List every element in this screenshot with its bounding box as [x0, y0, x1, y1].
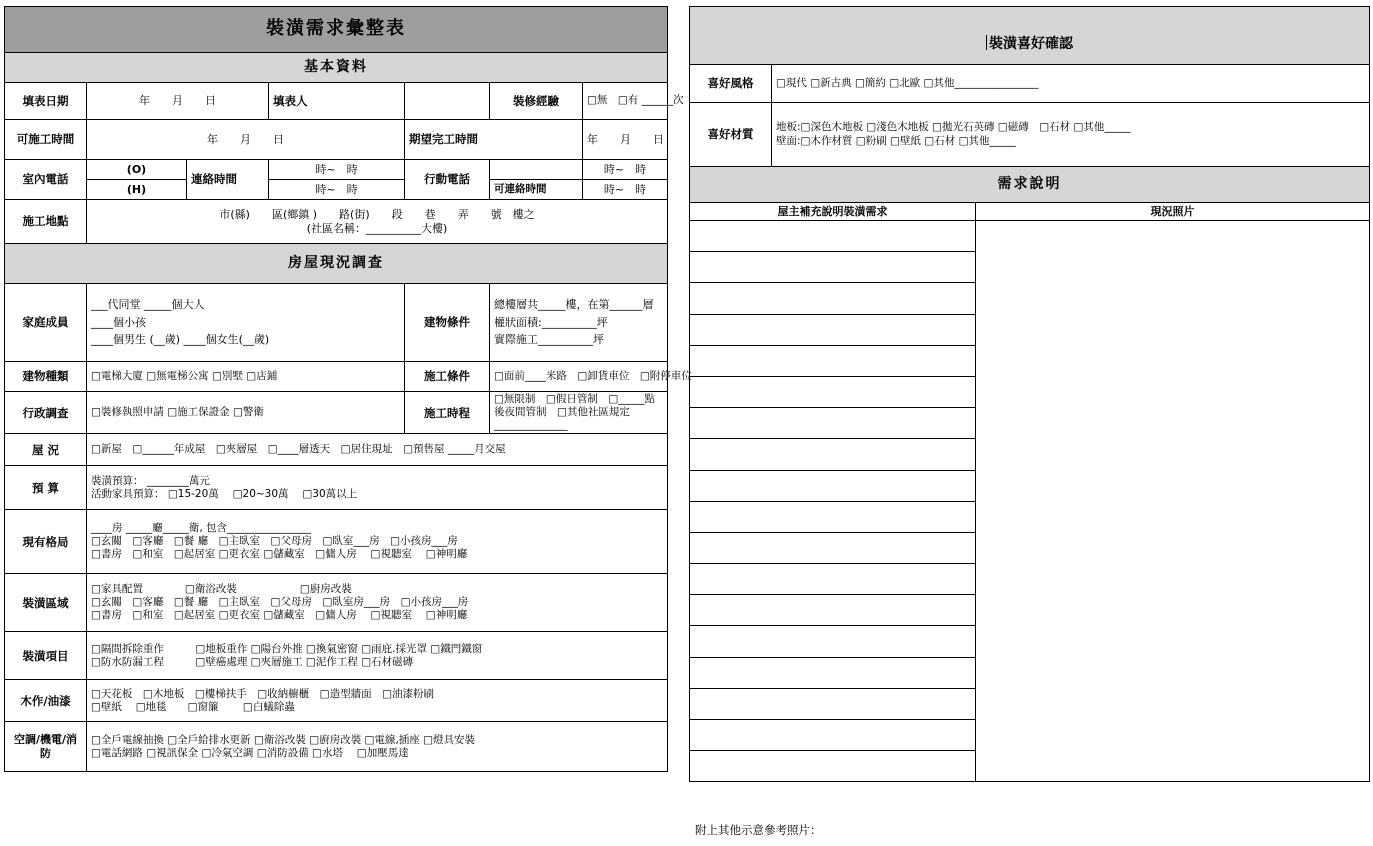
text-cursor [986, 35, 987, 50]
notes-line[interactable] [690, 532, 976, 563]
wood-paint-field[interactable]: □天花板 □木地板 □樓梯扶手 □收納櫥櫃 □造型牆面 □油漆粉刷 □壁紙 □地毯 □窗簾 □白蟻除蟲 [87, 680, 668, 722]
col-notes-header: 屋主補充說明裝潢需求 [690, 203, 976, 221]
notes-line[interactable] [690, 314, 976, 345]
style-field[interactable]: □現代 □新古典 □簡約 □北歐 □其他________________ [772, 65, 1370, 103]
layout-field[interactable]: ____房 _____廳_____衛, 包含________________ □玄關 □客廳 □餐 廳 □主臥室 □父母房 □臥室___房 □小孩房___房 □書房 □和室 □起居室 □更衣室 □儲藏室 □傭人房 □視聽室 □神明廳 [87, 510, 668, 574]
area-label: 裝潢區域 [5, 574, 87, 632]
start-time-label: 可施工時間 [5, 120, 87, 160]
fill-date-label: 填表日期 [5, 83, 87, 120]
material-label: 喜好材質 [690, 103, 772, 167]
mobile-contact-label: 可連絡時間 [494, 183, 547, 196]
items-label: 裝潢項目 [5, 632, 87, 680]
layout-label: 現有格局 [5, 510, 87, 574]
fill-date-field[interactable]: 年 月 日 [87, 83, 269, 120]
pref-title-cell [690, 7, 1370, 65]
budget-label: 預 算 [5, 466, 87, 510]
photos-area[interactable] [976, 221, 1370, 782]
notes-line[interactable] [690, 252, 976, 283]
need-title: 需求說明 [690, 167, 1370, 203]
filler-field[interactable] [405, 83, 490, 120]
basic-info-title: 基本資料 [5, 53, 668, 83]
style-label: 喜好風格 [690, 65, 772, 103]
mobile-time-1-text: 時~ 時 [603, 162, 647, 176]
house-survey-title: 房屋現況調查 [5, 244, 668, 284]
building-field[interactable]: 總樓層共_____樓，在第______層 權狀面積:__________坪 實際施工__________坪 [490, 284, 668, 362]
finish-time-label: 期望完工時間 [405, 120, 583, 160]
filler-label-text: 填表人 [273, 93, 308, 108]
site-line-2: (社區名稱：__________大樓) [306, 221, 448, 235]
notes-line[interactable] [690, 470, 976, 501]
filler-label [269, 83, 405, 120]
mobile-field-1[interactable] [490, 160, 583, 180]
site-field[interactable] [87, 200, 668, 244]
material-field[interactable]: 地板:□深色木地板 □淺色木地板 □拋光石英磚 □磁磚 □石材 □其他_____ 壁面:□木作材質 □粉刷 □壁紙 □石材 □其他_____ [772, 103, 1370, 167]
wood-paint-label: 木作/油漆 [5, 680, 87, 722]
experience-label: 裝修經驗 [490, 83, 583, 120]
contact-time-label: 連絡時間 [187, 160, 269, 200]
notes-line[interactable] [690, 221, 976, 252]
notes-line[interactable] [690, 595, 976, 626]
items-field[interactable]: □隔間拆除重作 □地板重作 □陽台外推 □換氣密窗 □雨庇.採光罩 □鐵門鐵窗 □防水防漏工程 □壁癌處理 □夾層施工 □泥作工程 □石材磁磚 [87, 632, 668, 680]
status-label: 屋 況 [5, 434, 87, 466]
notes-line[interactable] [690, 501, 976, 532]
notes-line[interactable] [690, 376, 976, 407]
phone-h-field[interactable]: (H) [87, 180, 187, 200]
contact-time-1[interactable]: 時~ 時 [269, 160, 405, 180]
family-field[interactable]: ___代同堂 _____個大人 ____個小孩 ____個男生 (__歲) ____個女生(__歲) [87, 284, 405, 362]
mobile-time-2[interactable]: 時~ 時 [583, 180, 668, 200]
notes-line[interactable] [690, 564, 976, 595]
phone-o-field[interactable]: (O) [87, 160, 187, 180]
site-line-1: 市(縣) 區(鄉鎮 ) 路(街) 段 巷 弄 號 樓之 [219, 207, 535, 221]
schedule-field[interactable]: □無限制 □假日管制 □_____點後夜間管制 □其他社區規定______________ [490, 392, 668, 434]
notes-line[interactable] [690, 283, 976, 314]
ac-electric-field[interactable]: □全戶電線抽換 □全戶給排水更新 □衛浴改裝 □廚房改裝 □電線,插座 □燈具安裝 □電話網路 □視訊保全 □冷氣空調 □消防設備 □水塔 □加壓馬達 [87, 722, 668, 772]
mobile-time-1[interactable] [583, 160, 668, 180]
mobile-label: 行動電話 [405, 160, 490, 200]
start-time-field[interactable]: 年 月 日 [87, 120, 405, 160]
notes-line[interactable] [690, 408, 976, 439]
ac-electric-label: 空調/機電/消防 [5, 722, 87, 772]
family-label: 家庭成員 [5, 284, 87, 362]
mobile-field-2[interactable] [490, 180, 583, 200]
phone-label: 室內電話 [5, 160, 87, 200]
pref-title: 裝潢喜好確認 [989, 35, 1073, 52]
admin-field[interactable]: □裝修執照申請 □施工保證金 □警衛 [87, 392, 405, 434]
footnote: 附上其他示意參考照片： [695, 823, 822, 837]
admin-label: 行政調查 [5, 392, 87, 434]
form-title: 裝潢需求彙整表 [5, 7, 668, 53]
contact-time-2[interactable]: 時~ 時 [269, 180, 405, 200]
notes-line[interactable] [690, 657, 976, 688]
building-label: 建物條件 [405, 284, 490, 362]
requirements-form [4, 6, 692, 772]
status-field[interactable]: □新屋 □______年成屋 □夾層屋 □____層透天 □居住現址 □預售屋 _____月交屋 [87, 434, 668, 466]
finish-time-field[interactable]: 年 月 日 [583, 120, 668, 160]
building-type-label: 建物種類 [5, 362, 87, 392]
experience-field[interactable]: □無 □有 ______次 [583, 83, 668, 120]
area-field[interactable]: □家具配置 □衛浴改裝 □廚房改裝 □玄關 □客廳 □餐 廳 □主臥室 □父母房 □臥室房___房 □小孩房___房 □書房 □和室 □起居室 □更衣室 □儲藏室 □傭人房 □視聽室 □神明廳 [87, 574, 668, 632]
conditions-label: 施工條件 [405, 362, 490, 392]
notes-line[interactable] [690, 751, 976, 782]
conditions-field[interactable]: □面前____米路 □卸貨車位 □附停車位 [490, 362, 668, 392]
notes-line[interactable] [690, 439, 976, 470]
notes-line[interactable] [690, 345, 976, 376]
budget-field[interactable]: 裝潢預算： ________萬元 活動家具預算： □15-20萬 □20~30萬 □30萬以上 [87, 466, 668, 510]
col-photos-header: 現況照片 [976, 203, 1370, 221]
notes-line[interactable] [690, 626, 976, 657]
site-label: 施工地點 [5, 200, 87, 244]
notes-line[interactable] [690, 720, 976, 751]
notes-line[interactable] [690, 688, 976, 719]
building-type-field[interactable]: □電梯大廈 □無電梯公寓 □別墅 □店鋪 [87, 362, 405, 392]
preference-form [689, 6, 1370, 782]
schedule-label: 施工時程 [405, 392, 490, 434]
